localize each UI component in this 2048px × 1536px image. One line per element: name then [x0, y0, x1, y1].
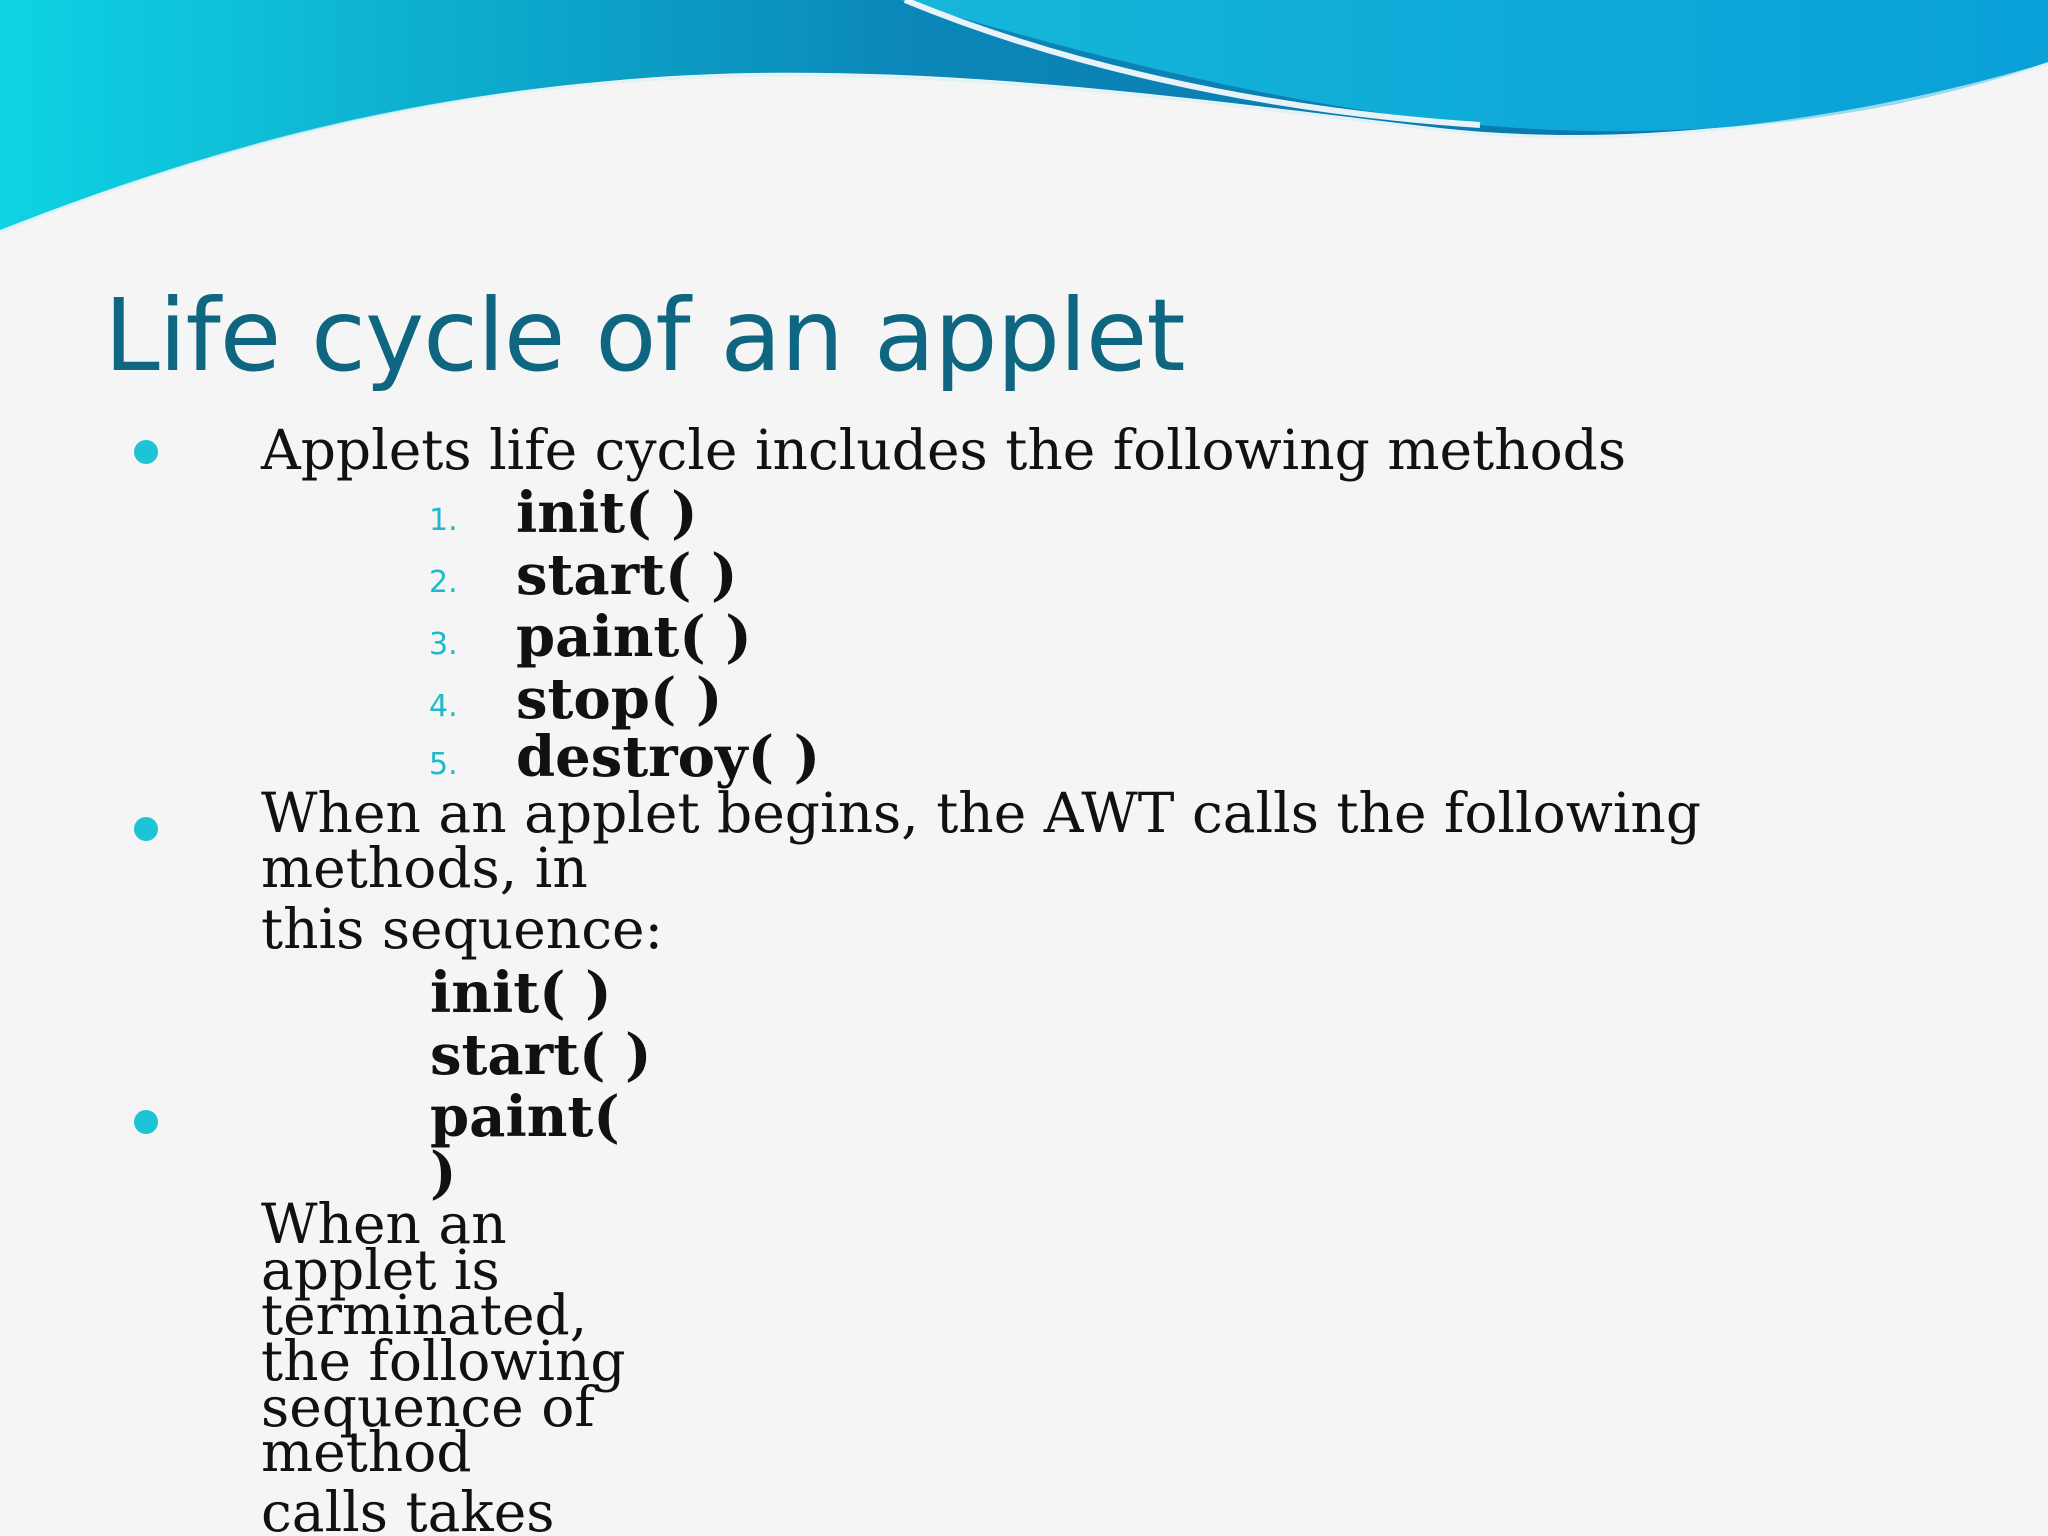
bullet-text: Applets life cycle includes the following methods: [261, 418, 1627, 482]
bullet-text: this sequence:: [261, 897, 664, 961]
method-item: paint(: [430, 1084, 620, 1150]
method-item: start( ): [516, 542, 738, 608]
bullet-text: terminated,: [261, 1283, 588, 1347]
bullet-text: calls takes: [261, 1480, 555, 1536]
bullet-text: applet is: [261, 1238, 500, 1302]
slide-title: Life cycle of an applet: [104, 277, 1185, 394]
bullet-text: When an: [261, 1192, 507, 1256]
method-item: ): [430, 1140, 457, 1206]
list-number: 3.: [429, 627, 458, 662]
bullet-dot: [134, 440, 158, 464]
wave-banner: [0, 0, 2048, 240]
bullet-dot: [134, 1110, 158, 1134]
method-item: destroy( ): [516, 724, 821, 790]
list-number: 5.: [429, 747, 458, 782]
method-item: init( ): [430, 960, 612, 1026]
method-item: paint( ): [516, 604, 752, 670]
bullet-text: method: [261, 1420, 472, 1484]
bullet-text: When an applet begins, the AWT calls the following: [261, 781, 1702, 845]
list-number: 2.: [429, 565, 458, 600]
bullet-dot: [134, 817, 158, 841]
method-item: init( ): [516, 480, 698, 546]
list-number: 1.: [429, 503, 458, 538]
method-item: stop( ): [516, 666, 723, 732]
bullet-text: methods, in: [261, 836, 588, 900]
method-item: start( ): [430, 1022, 652, 1088]
bullet-text: the following: [261, 1329, 626, 1393]
list-number: 4.: [429, 689, 458, 724]
bullet-text: sequence of: [261, 1375, 595, 1439]
